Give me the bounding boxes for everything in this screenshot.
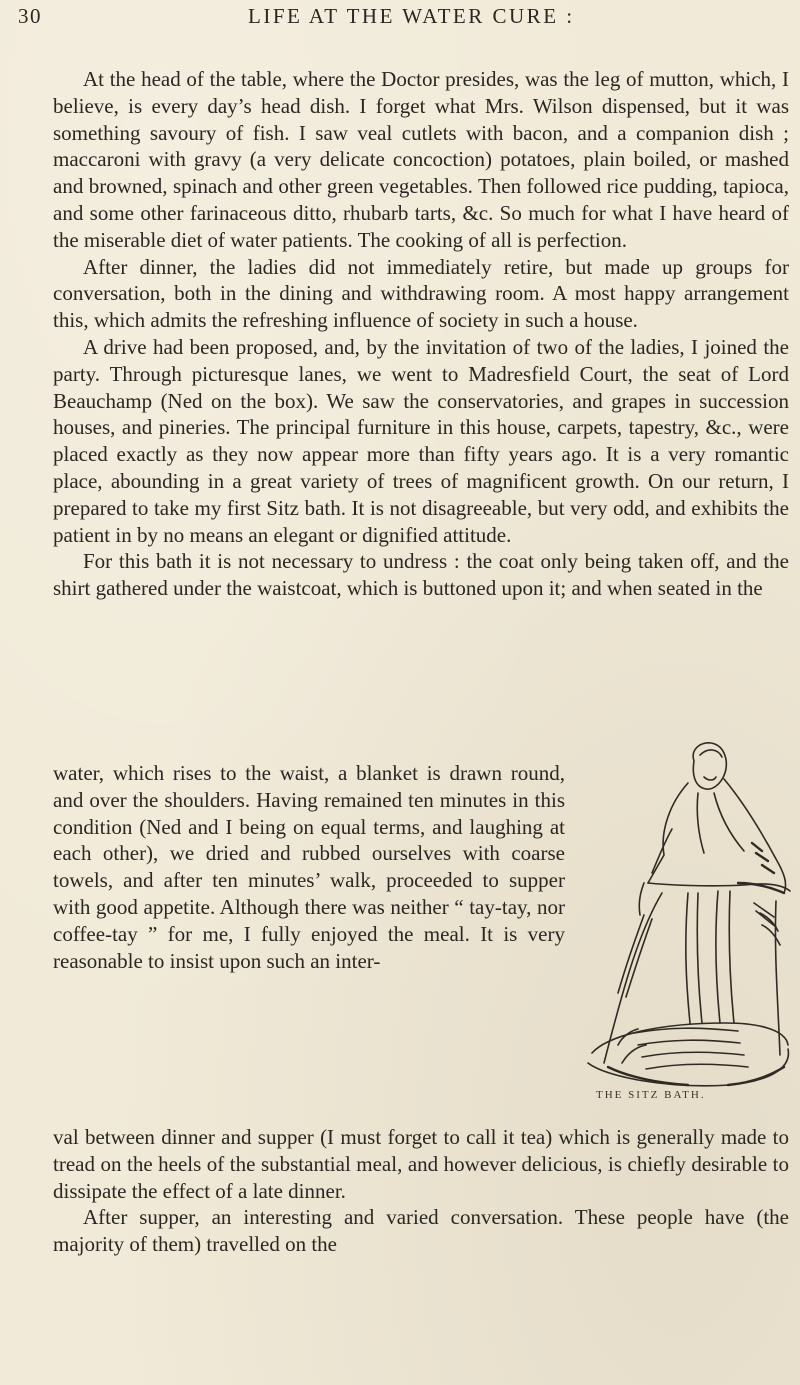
body-text-bottom [53,1124,789,1258]
paragraph-interval: val between dinner and supper (I must forget to call it tea) which is generally made to tread on the heels of the substantial meal, and however delicious, is chiefly desirable to dissipate the effect of a late dinner. [53,1125,789,1203]
running-head: LIFE AT THE WATER CURE : [248,4,575,28]
paragraph-dinner: At the head of the table, where the Doctor presides, was the leg of mutton, which, I believe, is every day’s head dish. I forget what Mrs. Wilson dispensed, but it was something savoury of fish. I saw veal cutlets with bacon, and a companion dish ; maccaroni with gravy (a very delicate concoction) potatoes, plain boiled, or mashed and browned, spinach and other green vegetables. Then followed rice pudding, tapioca, and some other farinaceous ditto, rhubarb tarts, &c. So much for what I have heard of the miserable diet of water patients. The cooking of all is perfection. [53,67,789,252]
paragraph-after-supper: After supper, an interesting and varied conversation. These people have (the majority of them) travelled on the [53,1205,789,1257]
sitz-bath-illustration [548,733,796,1111]
body-text-top [53,66,789,602]
page-number: 30 [18,4,42,28]
paragraph-after-dinner: After dinner, the ladies did not immediately retire, but made up groups for conversation, both in the dining and withdrawing room. A most happy arrangement this, which admits the refreshing influence of society in such a house. [53,254,789,333]
paragraph-drive: A drive had been proposed, and, by the invitation of two of the ladies, I joined the party. Through picturesque lanes, we went to Madresfield Court, the seat of Lord Beauchamp (Ned on the box). We saw the conservatories, and grapes in succession houses, and pineries. The principal furniture in this house, carpets, tapestry, &c., were placed exactly as they now appear more than fifty years ago. It is a very romantic place, abounding in a great variety of trees of magnificent growth. On our return, I prepared to take my first Sitz bath. It is not disagreeable, but very odd, and exhibits the patient in by no means an elegant or dignified attitude. [53,334,789,547]
illustration-caption: THE SITZ BATH. [596,1089,706,1101]
body-text-wrapped [53,760,565,974]
paragraph-bath-intro: For this bath it is not necessary to undress : the coat only being taken off, and the shirt gathered under the waistcoat, which is buttoned upon it; and when seated in the [53,549,789,601]
page-header [18,4,788,40]
paragraph-bath-continued: water, which rises to the waist, a blanket is drawn round, and over the shoulders. Having remained ten minutes in this condition (Ned and I being on equal terms, and laughing at each other), we dried and rubbed ourselves with coarse towels, and after ten minutes’ walk, proceeded to supper with good appetite. Although there was neither “ tay-tay, nor coffee-tay ” for me, I fully enjoyed the meal. It is very reasonable to insist upon such an inter- [53,761,565,973]
sitz-bath-engraving-icon [548,733,796,1111]
